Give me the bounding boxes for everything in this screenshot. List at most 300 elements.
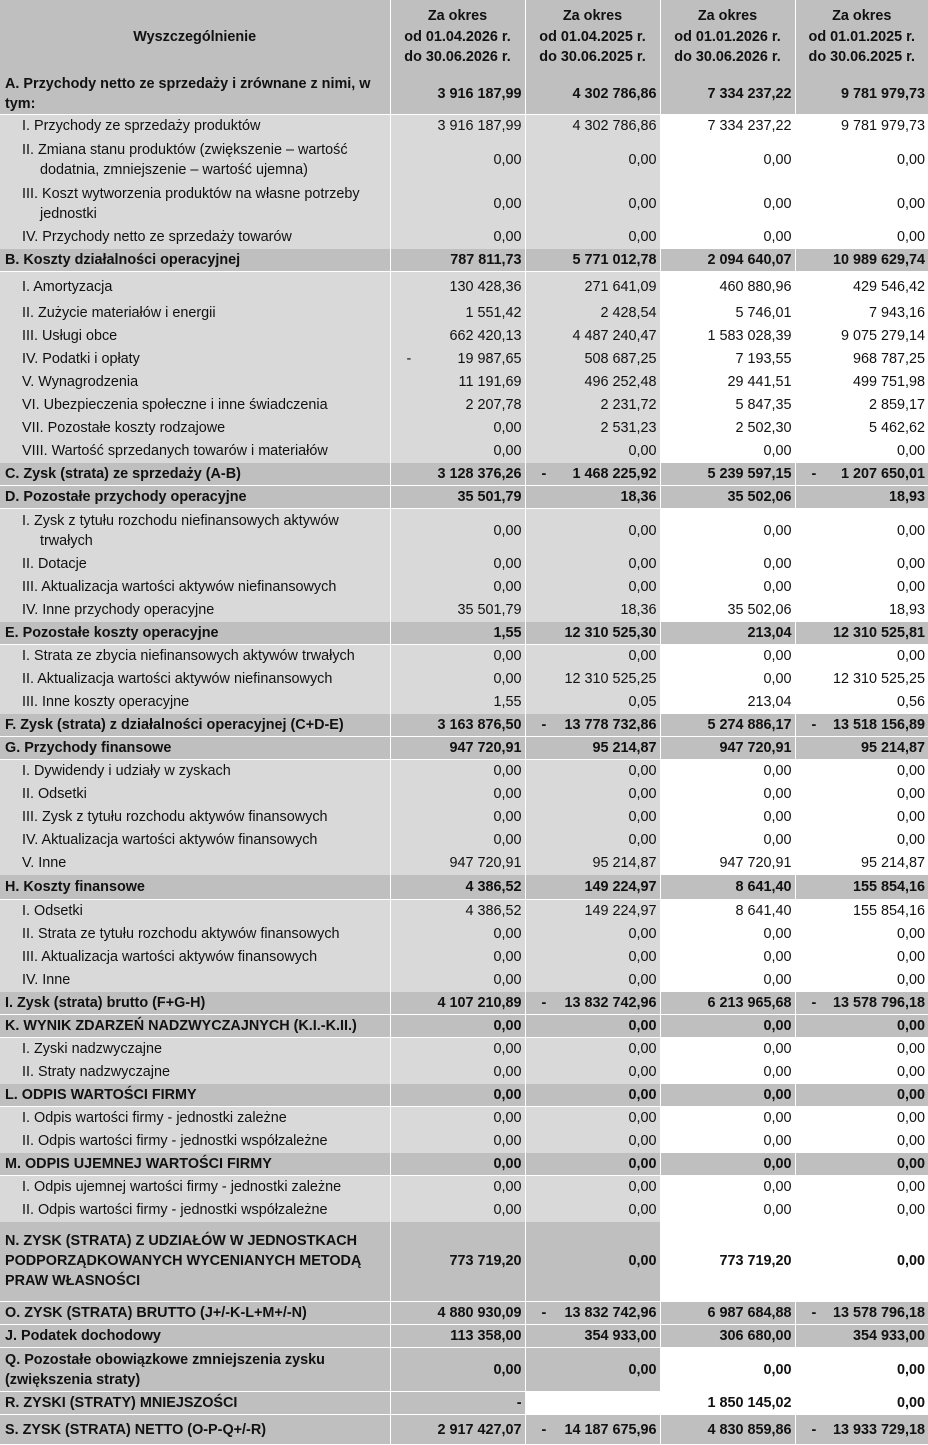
value-text: 12 310 525,25	[564, 671, 657, 687]
value-cell	[795, 74, 928, 115]
value-text: 0,00	[493, 229, 522, 245]
value-text: 2 094 640,07	[707, 251, 792, 268]
value-cell	[795, 1107, 928, 1130]
row-label-text: VIII. Wartość sprzedanych towarów i materiałów	[22, 443, 328, 459]
value-cell	[390, 622, 525, 645]
value-cell	[390, 1038, 525, 1061]
row-label-text: II. Straty nadzwyczajne	[22, 1064, 170, 1080]
row-label	[0, 272, 390, 302]
value-cell	[660, 226, 795, 249]
row-label	[0, 783, 390, 806]
value-cell	[795, 1038, 928, 1061]
value-text: 0,00	[763, 1018, 792, 1034]
value-text: 0,00	[493, 1064, 522, 1080]
row-label-text: II. Dotacje	[22, 556, 87, 572]
value-cell	[795, 417, 928, 440]
value-cell	[660, 576, 795, 599]
value-cell	[525, 138, 660, 182]
row-label-text: M. ODPIS UJEMNEJ WARTOŚCI FIRMY	[5, 1155, 272, 1172]
table-row	[0, 923, 928, 946]
row-label	[0, 1325, 390, 1348]
table-row	[0, 348, 928, 371]
value-text: 0,00	[493, 809, 522, 825]
table-row	[0, 1199, 928, 1222]
value-cell	[390, 325, 525, 348]
value-cell	[390, 576, 525, 599]
value-cell	[795, 553, 928, 576]
value-text: 0,00	[493, 926, 522, 942]
value-text: 2 531,23	[600, 420, 657, 436]
row-label	[0, 806, 390, 829]
row-label-text: III. Inne koszty operacyjne	[22, 694, 190, 710]
value-cell	[660, 371, 795, 394]
value-text: 0,00	[763, 972, 792, 988]
value-text: 0,00	[493, 1361, 522, 1378]
value-text: 0,00	[493, 972, 522, 988]
value-text: 0,00	[763, 671, 792, 687]
value-text: 0,00	[896, 1202, 925, 1218]
value-text: 0,00	[493, 949, 522, 965]
value-text: 0,00	[763, 1110, 792, 1127]
row-label-text: III. Aktualizacja wartości aktywów niefinansowych	[22, 579, 337, 595]
value-cell	[795, 1130, 928, 1153]
value-text: -	[516, 1395, 522, 1411]
value-text: 0,00	[896, 926, 925, 942]
value-cell	[390, 1107, 525, 1130]
value-text: 0,00	[763, 1361, 792, 1378]
value-text: 0,00	[896, 229, 925, 245]
value-cell	[795, 645, 928, 668]
value-cell	[795, 622, 928, 645]
value-text: 0,00	[628, 1041, 657, 1058]
table-body	[0, 74, 928, 1445]
value-cell	[390, 182, 525, 226]
row-label	[0, 1348, 390, 1392]
row-label-text: L. ODPIS WARTOŚCI FIRMY	[5, 1086, 197, 1103]
value-text: 1 468 225,92	[572, 465, 657, 482]
value-cell	[390, 829, 525, 852]
value-text: 13 832 742,96	[564, 1305, 657, 1321]
value-text: 5 746,01	[735, 305, 792, 321]
value-text: 3 916 187,99	[437, 86, 522, 102]
value-text: 18,36	[620, 489, 657, 505]
value-text: 2 859,17	[868, 397, 925, 413]
value-text: 0,00	[763, 1202, 792, 1218]
table-row	[0, 1061, 928, 1084]
value-text: 19 987,65	[457, 351, 522, 367]
value-text: 2 231,72	[600, 397, 657, 413]
row-label	[0, 1084, 390, 1107]
value-cell	[660, 417, 795, 440]
value-text: 0,00	[493, 832, 522, 848]
value-cell	[525, 760, 660, 783]
value-cell	[390, 440, 525, 463]
table-row	[0, 668, 928, 691]
value-text: 0,00	[628, 522, 657, 539]
value-text: 0,00	[763, 832, 792, 848]
value-cell	[795, 714, 928, 737]
minus-sign: -	[541, 716, 547, 733]
value-text: 95 214,87	[592, 855, 657, 871]
row-label	[0, 1176, 390, 1199]
value-cell	[660, 325, 795, 348]
value-text: 2 207,78	[465, 397, 522, 413]
value-text: 0,00	[628, 1064, 657, 1080]
value-cell	[795, 1153, 928, 1176]
value-cell	[795, 249, 928, 272]
table-row	[0, 371, 928, 394]
value-text: 3 163 876,50	[437, 716, 522, 733]
value-cell	[795, 900, 928, 923]
value-text: 35 502,06	[727, 602, 792, 618]
value-cell	[660, 486, 795, 509]
value-text: 0,00	[628, 195, 657, 212]
value-cell	[525, 249, 660, 272]
row-label	[0, 1130, 390, 1153]
value-cell	[660, 622, 795, 645]
row-label-text: I. Przychody ze sprzedaży produktów	[22, 118, 261, 135]
value-text: 213,04	[747, 694, 792, 710]
minus-sign: -	[406, 351, 412, 367]
value-text: 0,00	[493, 1179, 522, 1196]
value-text: 460 880,96	[719, 278, 792, 295]
value-cell	[390, 783, 525, 806]
header-period-h1-2025: Za okres od 01.01.2025 r. do 30.06.2025 r.	[795, 0, 928, 74]
value-cell	[795, 806, 928, 829]
value-text: 4 386,52	[465, 903, 522, 920]
value-cell	[795, 852, 928, 875]
table-row	[0, 509, 928, 553]
value-cell	[390, 417, 525, 440]
value-cell	[660, 1415, 795, 1445]
table-row	[0, 852, 928, 875]
value-text: 10 989 629,74	[832, 251, 925, 268]
value-text: 508 687,25	[584, 351, 657, 367]
section-row	[0, 875, 928, 900]
minus-sign: -	[811, 465, 817, 482]
value-cell	[525, 1015, 660, 1038]
value-text: 0,00	[763, 786, 792, 802]
value-text: 7 943,16	[868, 305, 925, 321]
value-text: 0,00	[763, 1179, 792, 1196]
value-cell	[390, 852, 525, 875]
table-row	[0, 272, 928, 302]
value-cell	[525, 1061, 660, 1084]
value-cell	[390, 74, 525, 115]
value-cell	[390, 923, 525, 946]
row-label-text: IV. Inne	[22, 972, 71, 988]
value-text: 968 787,25	[852, 351, 925, 367]
value-text: 0,00	[628, 579, 657, 595]
header-period-q2-2026: Za okres od 01.04.2026 r. do 30.06.2026 r.	[390, 0, 525, 74]
row-label-text: K. WYNIK ZDARZEŃ NADZWYCZAJNYCH (K.I.-K.II.)	[5, 1018, 357, 1034]
value-cell	[660, 1084, 795, 1107]
value-text: 0,00	[493, 556, 522, 572]
value-cell	[525, 440, 660, 463]
value-cell	[390, 760, 525, 783]
row-label-text: C. Zysk (strata) ze sprzedaży (A-B)	[5, 465, 241, 482]
row-label-text: I. Odsetki	[22, 903, 83, 920]
table-row	[0, 946, 928, 969]
value-cell	[795, 737, 928, 760]
value-text: 5 771 012,78	[572, 251, 657, 268]
value-text: 9 781 979,73	[840, 118, 925, 135]
value-text: 947 720,91	[719, 855, 792, 871]
row-label-text: O. ZYSK (STRATA) BRUTTO (J+/-K-L+M+/-N)	[5, 1305, 307, 1321]
minus-sign: -	[541, 994, 547, 1011]
value-cell	[390, 599, 525, 622]
section-row	[0, 1084, 928, 1107]
row-label-text: I. Zysk z tytułu rozchodu niefinansowych aktywów trwałych	[22, 512, 339, 549]
value-cell	[795, 348, 928, 371]
row-label	[0, 371, 390, 394]
value-cell	[390, 1348, 525, 1392]
value-text: 13 778 732,86	[564, 716, 657, 733]
value-text: 0,00	[763, 809, 792, 825]
value-text: 0,00	[763, 1064, 792, 1080]
value-text: 12 310 525,30	[564, 624, 657, 641]
row-label	[0, 226, 390, 249]
value-cell	[525, 1153, 660, 1176]
value-text: 499 751,98	[852, 374, 925, 390]
row-label-text: I. Zyski nadzwyczajne	[22, 1041, 162, 1058]
value-cell	[525, 714, 660, 737]
value-cell	[390, 348, 525, 371]
section-row	[0, 1302, 928, 1325]
row-label	[0, 249, 390, 272]
row-label-text: I. Amortyzacja	[22, 278, 113, 295]
row-label-text: A. Przychody netto ze sprzedaży i zrównane z nimi, w tym:	[5, 76, 371, 112]
value-cell	[660, 1038, 795, 1061]
value-text: 13 518 156,89	[832, 716, 925, 733]
value-cell	[795, 1176, 928, 1199]
value-text: 5 274 886,17	[707, 716, 792, 733]
table-row	[0, 900, 928, 923]
row-label-text: N. ZYSK (STRATA) Z UDZIAŁÓW W JEDNOSTKACH PODPORZĄDKOWANYCH WYCENIANYCH METODĄ PRAW WŁASNOŚCI	[5, 1233, 362, 1290]
minus-sign: -	[811, 1305, 817, 1321]
row-label-text: III. Koszt wytworzenia produktów na własne potrzeby jednostki	[22, 185, 360, 222]
value-cell	[390, 226, 525, 249]
value-text: 18,36	[620, 602, 657, 618]
value-text: 0,00	[493, 1110, 522, 1127]
row-label	[0, 1061, 390, 1084]
value-text: 0,00	[628, 832, 657, 848]
value-text: 5 847,35	[735, 397, 792, 413]
value-text: 0,00	[493, 579, 522, 595]
row-label	[0, 509, 390, 553]
value-text: 0,00	[763, 579, 792, 595]
value-cell	[390, 138, 525, 182]
value-cell	[525, 1176, 660, 1199]
section-row	[0, 1392, 928, 1415]
value-text: 947 720,91	[449, 855, 522, 871]
value-cell	[660, 249, 795, 272]
value-text: 7 334 237,22	[707, 118, 792, 135]
row-label-text: B. Koszty działalności operacyjnej	[5, 251, 241, 268]
value-text: 0,00	[628, 151, 657, 168]
value-cell	[390, 486, 525, 509]
row-label	[0, 348, 390, 371]
value-text: 787 811,73	[450, 251, 522, 268]
value-cell	[795, 875, 928, 900]
value-text: 0,00	[896, 972, 925, 988]
table-row	[0, 417, 928, 440]
row-label	[0, 553, 390, 576]
value-text: 1 551,42	[465, 305, 522, 321]
row-label-text: IV. Inne przychody operacyjne	[22, 602, 215, 618]
value-text: 0,56	[896, 694, 925, 710]
value-cell	[525, 806, 660, 829]
value-cell	[795, 1015, 928, 1038]
row-label	[0, 946, 390, 969]
value-cell	[525, 829, 660, 852]
section-row	[0, 992, 928, 1015]
value-text: 0,00	[628, 972, 657, 988]
value-text: 0,00	[896, 1133, 925, 1149]
row-label	[0, 440, 390, 463]
value-cell	[525, 1222, 660, 1302]
section-row	[0, 463, 928, 486]
value-text: 6 213 965,68	[707, 994, 792, 1011]
value-cell	[795, 371, 928, 394]
row-label	[0, 992, 390, 1015]
row-label-text: II. Odpis wartości firmy - jednostki współzależne	[22, 1133, 328, 1149]
row-label	[0, 599, 390, 622]
value-text: 0,00	[628, 1179, 657, 1196]
value-text: 354 933,00	[584, 1328, 657, 1344]
value-text: 0,00	[896, 648, 925, 665]
row-label	[0, 1038, 390, 1061]
row-label	[0, 325, 390, 348]
row-label	[0, 1199, 390, 1222]
value-text: 0,00	[896, 1064, 925, 1080]
value-text: 947 720,91	[449, 740, 522, 756]
value-cell	[660, 668, 795, 691]
row-label-text: V. Wynagrodzenia	[22, 374, 139, 390]
value-cell	[525, 1348, 660, 1392]
value-text: 0,00	[628, 763, 657, 780]
value-cell	[390, 645, 525, 668]
value-text: 0,00	[896, 556, 925, 572]
value-text: 0,00	[493, 671, 522, 687]
value-text: 0,00	[896, 1179, 925, 1196]
row-label	[0, 182, 390, 226]
table-row	[0, 691, 928, 714]
value-cell	[525, 463, 660, 486]
value-cell	[660, 115, 795, 138]
value-cell	[795, 1302, 928, 1325]
value-cell	[525, 394, 660, 417]
value-text: 0,00	[763, 229, 792, 245]
value-cell	[525, 668, 660, 691]
value-cell	[525, 1107, 660, 1130]
value-cell	[795, 302, 928, 325]
value-text: 1,55	[493, 694, 522, 710]
value-text: 13 832 742,96	[564, 994, 657, 1011]
row-label-text: III. Usługi obce	[22, 328, 118, 344]
row-label-text: I. Odpis ujemnej wartości firmy - jednostki zależne	[22, 1179, 342, 1196]
value-text: 4 386,52	[465, 878, 522, 895]
section-row	[0, 1415, 928, 1445]
value-cell	[390, 875, 525, 900]
value-text: 4 830 859,86	[707, 1421, 792, 1438]
section-row	[0, 1222, 928, 1302]
table-row	[0, 760, 928, 783]
row-label-text: II. Aktualizacja wartości aktywów niefinansowych	[22, 671, 333, 687]
table-row	[0, 226, 928, 249]
value-cell	[795, 463, 928, 486]
table-row	[0, 115, 928, 138]
value-cell	[525, 486, 660, 509]
row-label	[0, 645, 390, 668]
value-text: 0,00	[628, 1018, 657, 1034]
value-cell	[390, 1415, 525, 1445]
value-text: 9 075 279,14	[840, 328, 925, 344]
value-cell	[660, 553, 795, 576]
value-text: 0,00	[896, 832, 925, 848]
row-label	[0, 622, 390, 645]
section-row	[0, 737, 928, 760]
value-cell	[390, 1015, 525, 1038]
value-text: 773 719,20	[719, 1253, 792, 1270]
table-row	[0, 806, 928, 829]
value-cell	[390, 115, 525, 138]
row-label-text: I. Zysk (strata) brutto (F+G-H)	[5, 994, 206, 1011]
value-cell	[660, 783, 795, 806]
row-label	[0, 875, 390, 900]
value-cell	[660, 1392, 795, 1415]
row-label	[0, 668, 390, 691]
value-cell	[525, 783, 660, 806]
table-row	[0, 440, 928, 463]
table-row	[0, 1130, 928, 1153]
row-label	[0, 576, 390, 599]
value-cell	[660, 1222, 795, 1302]
value-cell	[795, 1222, 928, 1302]
value-text: 0,00	[628, 809, 657, 825]
table-row	[0, 325, 928, 348]
value-text: 130 428,36	[449, 278, 522, 295]
value-cell	[525, 1415, 660, 1445]
table-row	[0, 553, 928, 576]
value-text: 0,00	[896, 522, 925, 539]
table-row	[0, 829, 928, 852]
value-text: 95 214,87	[592, 740, 657, 756]
value-cell	[795, 325, 928, 348]
row-label-text: II. Odsetki	[22, 786, 87, 802]
row-label-text: Q. Pozostałe obowiązkowe zmniejszenia zysku (zwiększenia straty)	[5, 1351, 325, 1388]
value-text: 0,00	[628, 1110, 657, 1127]
value-text: 0,00	[896, 1018, 925, 1034]
value-cell	[525, 1038, 660, 1061]
value-text: 1 207 650,01	[840, 465, 925, 482]
value-cell	[660, 509, 795, 553]
value-cell	[795, 115, 928, 138]
value-text: 12 310 525,25	[832, 671, 925, 687]
table-row	[0, 783, 928, 806]
value-text: 0,00	[493, 1041, 522, 1058]
row-label-text: I. Odpis wartości firmy - jednostki zależne	[22, 1110, 287, 1127]
value-text: 0,00	[763, 443, 792, 459]
value-cell	[660, 272, 795, 302]
row-label-text: R. ZYSKI (STRATY) MNIEJSZOŚCI	[5, 1395, 238, 1411]
row-label-text: H. Koszty finansowe	[5, 878, 145, 895]
value-cell	[660, 1130, 795, 1153]
value-cell	[795, 1415, 928, 1445]
value-cell	[795, 1348, 928, 1392]
value-cell	[660, 992, 795, 1015]
value-text: 0,00	[628, 556, 657, 572]
